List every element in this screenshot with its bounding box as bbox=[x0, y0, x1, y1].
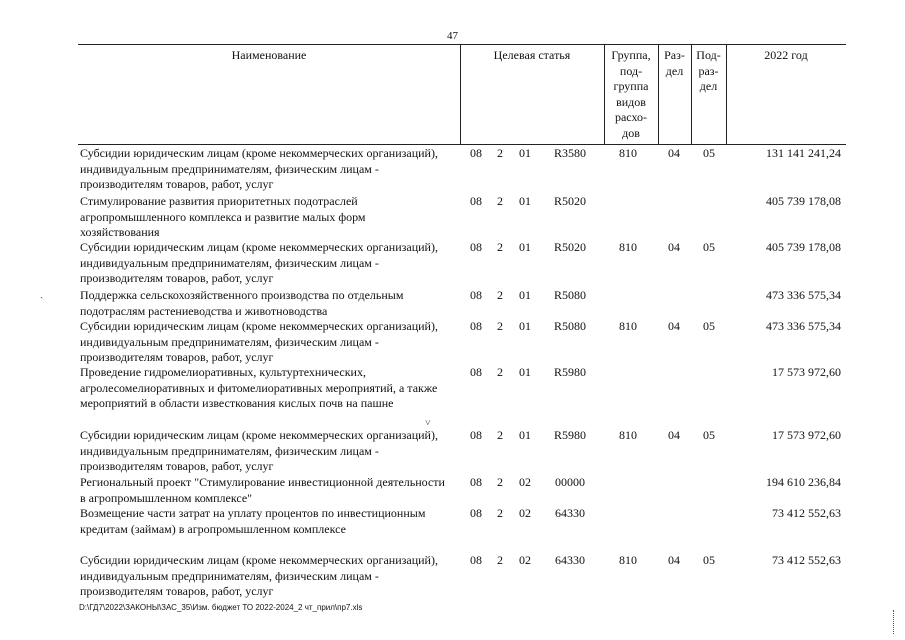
row-name bbox=[80, 288, 460, 319]
header-section bbox=[658, 48, 691, 79]
target-code: R5980 bbox=[553, 365, 586, 379]
amount-2022: 17 573 972,60 bbox=[772, 428, 841, 442]
section-code: 08 bbox=[470, 240, 482, 254]
row-name-line: индивидуальным предпринимателям, физическим лицам - bbox=[80, 334, 379, 349]
header-line: раз- bbox=[698, 63, 719, 78]
amount-2022: 73 412 552,63 bbox=[772, 553, 841, 567]
subprogram-code: 01 bbox=[519, 288, 531, 302]
amount-2022: 194 610 236,84 bbox=[766, 475, 841, 489]
subprogram-code: 01 bbox=[519, 240, 531, 254]
row-name-line: Возмещение части затрат на уплату процентов по инвестиционным bbox=[80, 506, 426, 520]
program-code: 2 bbox=[497, 319, 503, 333]
program-code: 2 bbox=[497, 194, 503, 208]
header-line: дов bbox=[622, 125, 640, 140]
subsection: 05 bbox=[703, 146, 715, 160]
row-name-line: производителям товаров, работ, услуг bbox=[80, 177, 274, 191]
subprogram-code: 02 bbox=[519, 553, 531, 567]
header-line: видов bbox=[616, 94, 646, 109]
program-code: 2 bbox=[497, 428, 503, 442]
subsection: 05 bbox=[703, 319, 715, 333]
target-code: 64330 bbox=[555, 553, 585, 567]
section-code: 08 bbox=[470, 428, 482, 442]
section-code: 08 bbox=[470, 288, 482, 302]
row-name-line: подотраслям растениеводства и животноводства bbox=[80, 303, 328, 318]
row-name-line: хозяйствования bbox=[80, 225, 160, 239]
subprogram-code: 02 bbox=[519, 506, 531, 520]
subprogram-code: 01 bbox=[519, 146, 531, 160]
amount-2022: 473 336 575,34 bbox=[766, 319, 841, 333]
row-name-line: кредитам (займам) в агропромышленном комплексе bbox=[80, 521, 346, 536]
file-path-footer: D:\ГД7\2022\ЗАКОНЫ\ЗАС_35\Изм. бюджет ТО 2022-2024_2 чт_прил\пр7.xls bbox=[79, 603, 363, 612]
row-name-line: индивидуальным предпринимателям, физическим лицам - bbox=[80, 443, 379, 458]
row-name bbox=[80, 240, 460, 287]
row-name bbox=[80, 194, 460, 241]
subsection: 05 bbox=[703, 428, 715, 442]
target-code: R5020 bbox=[553, 240, 586, 254]
expense-group: 810 bbox=[619, 240, 637, 254]
section-code: 08 bbox=[470, 319, 482, 333]
row-name bbox=[80, 319, 460, 366]
section-code: 08 bbox=[470, 194, 482, 208]
expense-group: 810 bbox=[619, 553, 637, 567]
expense-group: 810 bbox=[619, 146, 637, 160]
row-name bbox=[80, 365, 460, 412]
row-name-line: производителям товаров, работ, услуг bbox=[80, 350, 274, 364]
header-line: Раз- bbox=[664, 48, 685, 62]
header-line: дел bbox=[665, 63, 684, 78]
program-code: 2 bbox=[497, 475, 503, 489]
target-code: R5080 bbox=[553, 319, 586, 333]
expense-group: 810 bbox=[619, 428, 637, 442]
row-name-line: агропромышленного комплекса и развитие малых форм bbox=[80, 209, 366, 224]
row-name-line: Стимулирование развития приоритетных подотраслей bbox=[80, 194, 358, 208]
amount-2022: 17 573 972,60 bbox=[772, 365, 841, 379]
subprogram-code: 01 bbox=[519, 428, 531, 442]
row-name bbox=[80, 475, 460, 506]
target-code: R5020 bbox=[553, 194, 586, 208]
section: 04 bbox=[668, 146, 680, 160]
header-target: Целевая статья bbox=[493, 48, 571, 62]
target-code: 64330 bbox=[555, 506, 585, 520]
row-name-line: индивидуальным предпринимателям, физическим лицам - bbox=[80, 255, 379, 270]
row-name-line: Субсидии юридическим лицам (кроме некоммерческих организаций), bbox=[80, 428, 438, 442]
header-line: дел bbox=[699, 79, 718, 93]
target-code: R5980 bbox=[553, 428, 586, 442]
amount-2022: 405 739 178,08 bbox=[766, 240, 841, 254]
row-name-line: агролесомелиоративных и фитомелиоративных мероприятий, а также bbox=[80, 380, 438, 395]
program-code: 2 bbox=[497, 553, 503, 567]
target-code: 00000 bbox=[555, 475, 585, 489]
row-name-line: Субсидии юридическим лицам (кроме некоммерческих организаций), bbox=[80, 240, 438, 254]
section-code: 08 bbox=[470, 365, 482, 379]
header-subsection bbox=[691, 48, 726, 95]
program-code: 2 bbox=[497, 240, 503, 254]
row-name bbox=[80, 553, 460, 600]
header-line: под- bbox=[619, 63, 643, 78]
section-code: 08 bbox=[470, 146, 482, 160]
row-name-line: производителям товаров, работ, услуг bbox=[80, 271, 274, 285]
amount-2022: 473 336 575,34 bbox=[766, 288, 841, 302]
target-code: R5080 bbox=[553, 288, 586, 302]
row-name-line: Поддержка сельскохозяйственного производства по отдельным bbox=[80, 288, 404, 302]
section: 04 bbox=[668, 240, 680, 254]
row-name-line: индивидуальным предпринимателям, физическим лицам - bbox=[80, 568, 379, 583]
row-name bbox=[80, 146, 460, 193]
program-code: 2 bbox=[497, 288, 503, 302]
row-name-line: индивидуальным предпринимателям, физическим лицам - bbox=[80, 161, 379, 176]
subprogram-code: 02 bbox=[519, 475, 531, 489]
row-name bbox=[80, 506, 460, 537]
row-name-line: в агропромышленном комплексе" bbox=[80, 490, 253, 505]
row-name-line: производителям товаров, работ, услуг bbox=[80, 584, 274, 598]
row-name bbox=[80, 428, 460, 475]
header-group bbox=[604, 48, 658, 141]
row-name-line: Субсидии юридическим лицам (кроме некоммерческих организаций), bbox=[80, 319, 438, 333]
scan-mark: ˏ bbox=[40, 288, 44, 299]
section-code: 08 bbox=[470, 475, 482, 489]
row-name-line: Субсидии юридическим лицам (кроме некоммерческих организаций), bbox=[80, 146, 438, 160]
subprogram-code: 01 bbox=[519, 194, 531, 208]
row-name-line: производителям товаров, работ, услуг bbox=[80, 459, 274, 473]
amount-2022: 405 739 178,08 bbox=[766, 194, 841, 208]
header-line: группа bbox=[613, 79, 649, 93]
row-name-line: Проведение гидромелиоративных, культуртехнических, bbox=[80, 365, 366, 379]
section-code: 08 bbox=[470, 553, 482, 567]
header-year: 2022 год bbox=[764, 48, 808, 62]
subprogram-code: 01 bbox=[519, 319, 531, 333]
row-name-line: Региональный проект "Стимулирование инвестиционной деятельности bbox=[80, 475, 445, 489]
section: 04 bbox=[668, 553, 680, 567]
section: 04 bbox=[668, 319, 680, 333]
subsection: 05 bbox=[703, 553, 715, 567]
program-code: 2 bbox=[497, 146, 503, 160]
header-line: расхо- bbox=[614, 110, 648, 124]
subsection: 05 bbox=[703, 240, 715, 254]
header-line: Под- bbox=[696, 48, 721, 62]
scan-mark: ˅ bbox=[425, 418, 431, 429]
section: 04 bbox=[668, 428, 680, 442]
row-name-line: Субсидии юридическим лицам (кроме некоммерческих организаций), bbox=[80, 553, 438, 567]
program-code: 2 bbox=[497, 365, 503, 379]
header-line: Группа, bbox=[611, 48, 651, 62]
row-name-line: мероприятий в области известкования кислых почв на пашне bbox=[80, 396, 394, 410]
section-code: 08 bbox=[470, 506, 482, 520]
expense-group: 810 bbox=[619, 319, 637, 333]
page-number: 47 bbox=[447, 30, 458, 42]
amount-2022: 73 412 552,63 bbox=[772, 506, 841, 520]
target-code: R3580 bbox=[553, 146, 586, 160]
program-code: 2 bbox=[497, 506, 503, 520]
amount-2022: 131 141 241,24 bbox=[766, 146, 841, 160]
header-name: Наименование bbox=[231, 48, 307, 62]
subprogram-code: 01 bbox=[519, 365, 531, 379]
edge-dots bbox=[893, 610, 896, 634]
table-header bbox=[78, 44, 846, 145]
